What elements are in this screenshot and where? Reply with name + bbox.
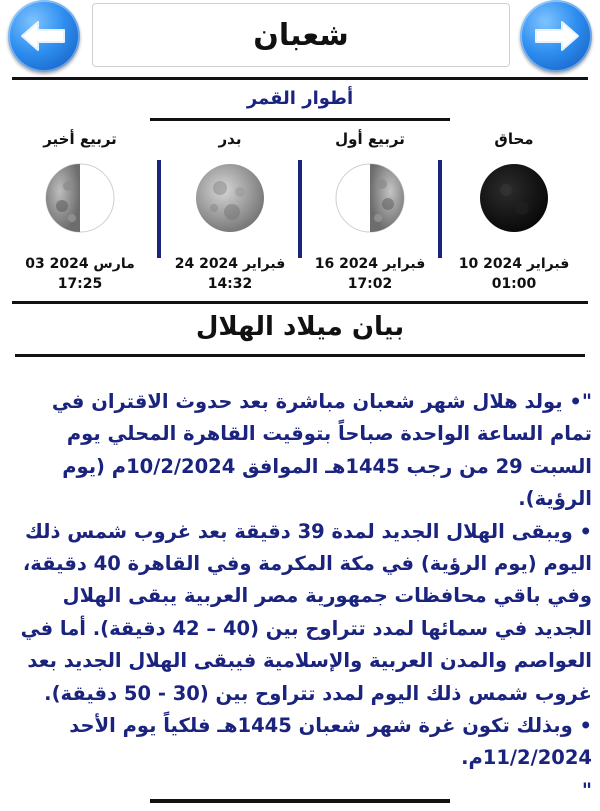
- phase-date: 24 فبراير 2024: [174, 256, 286, 272]
- phase-name: تربيع أول: [335, 130, 405, 148]
- phase-name: بدر: [218, 130, 242, 148]
- month-title: شعبان: [92, 3, 510, 67]
- phase-name: تربيع أخير: [43, 130, 117, 148]
- moon-last-quarter-icon: [44, 162, 116, 234]
- section-title: بيان ميلاد الهلال: [195, 312, 405, 342]
- divider: [150, 118, 450, 121]
- statement-paragraph: • ويبقى الهلال الجديد لمدة 39 دقيقة بعد غروب شمس ذلك اليوم (يوم الرؤية) في مكة المكرمة وفي القاهرة 40 دقيقة، وفي باقي محافظات جمهورية مصر العربية يبقى الهلال الجديد في سمائها لمدد تتراوح بين (40 – 42 دقيقة). أما في العواصم والمدن العربية والإسلامية فيبقى الهلال الجديد بعد غروب شمس ذلك اليوم لمدد تتراوح بين (30 - 50 دقيقة).: [20, 519, 592, 705]
- arrow-left-icon: [16, 16, 72, 56]
- phase-time: 14:32: [207, 276, 253, 292]
- divider: [15, 354, 585, 357]
- statement-paragraph: ": [581, 778, 592, 802]
- moon-new-icon: [478, 162, 550, 234]
- statement-paragraph: "• يولد هلال شهر شعبان مباشرة بعد حدوث الاقتران في تمام الساعة الواحدة صباحاً بتوقيت القاهرة المحلي يوم السبت 29 من رجب 1445هـ الموافق 10/2/2024م (يوم الرؤية).: [51, 390, 592, 511]
- phase-date: 03 مارس 2024: [25, 256, 135, 272]
- bottom-divider: [150, 799, 450, 803]
- phase-date: 10 فبراير 2024: [458, 256, 570, 272]
- arrow-right-icon: [528, 16, 584, 56]
- statement-paragraph: • وبذلك تكون غرة شهر شعبان 1445هـ فلكياً يوم الأحد 11/2/2024م.: [69, 714, 592, 770]
- phase-time: 17:25: [57, 276, 103, 292]
- phase-name: محاق: [494, 130, 534, 148]
- divider: [12, 301, 588, 304]
- phase-time: 17:02: [347, 276, 393, 292]
- column-separator: [438, 160, 442, 258]
- next-month-button[interactable]: [520, 0, 592, 72]
- crescent-birth-statement: [12, 386, 592, 807]
- moon-phases-title: أطوار القمر: [246, 88, 354, 109]
- divider: [12, 77, 588, 80]
- phase-last-quarter: [10, 128, 150, 292]
- header: [0, 0, 600, 70]
- previous-month-button[interactable]: [8, 0, 80, 72]
- phase-full-moon: [160, 128, 300, 292]
- phase-new-moon: [444, 128, 584, 292]
- phase-time: 01:00: [491, 276, 537, 292]
- phase-first-quarter: [300, 128, 440, 292]
- moon-first-quarter-icon: [334, 162, 406, 234]
- moon-full-icon: [194, 162, 266, 234]
- phase-date: 16 فبراير 2024: [314, 256, 426, 272]
